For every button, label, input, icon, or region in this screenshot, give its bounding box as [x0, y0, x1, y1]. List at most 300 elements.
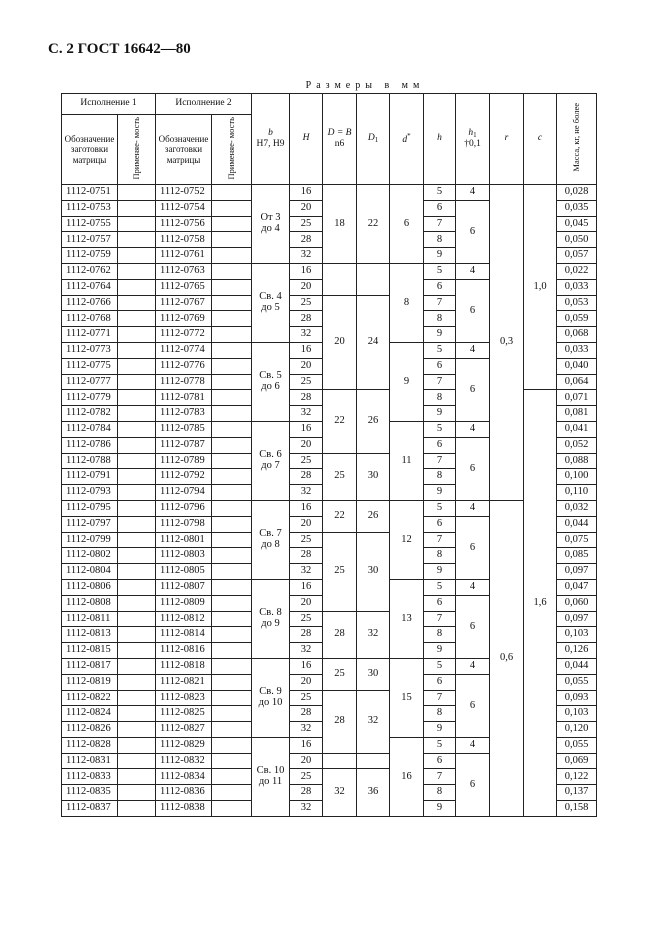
code-ispolnenie-2: 1112-0825 — [156, 706, 212, 722]
d-cell: 15 — [390, 658, 424, 737]
H-cell: 16 — [290, 421, 323, 437]
code-ispolnenie-2: 1112-0827 — [156, 722, 212, 738]
D1-cell — [357, 263, 390, 295]
header-ispolnenie-2: Исполнение 2 — [156, 94, 252, 115]
table-row — [62, 500, 597, 516]
code-ispolnenie-2: 1112-0763 — [156, 263, 212, 279]
primenyaemost-2-cell — [212, 295, 252, 311]
primenyaemost-2-cell — [212, 627, 252, 643]
h-cell: 6 — [424, 595, 456, 611]
h1-cell: 4 — [456, 421, 490, 437]
H-cell: 28 — [290, 548, 323, 564]
primenyaemost-1-cell — [118, 722, 156, 738]
code-ispolnenie-1: 1112-0811 — [62, 611, 118, 627]
b-range-from: Св. 10 — [256, 765, 285, 777]
code-ispolnenie-2: 1112-0756 — [156, 216, 212, 232]
primenyaemost-1-cell — [118, 785, 156, 801]
D1-cell: 36 — [357, 769, 390, 816]
primenyaemost-1-cell — [118, 374, 156, 390]
mass-cell: 0,097 — [557, 611, 597, 627]
mass-cell: 0,032 — [557, 500, 597, 516]
mass-cell: 0,047 — [557, 579, 597, 595]
mass-cell: 0,022 — [557, 263, 597, 279]
mass-cell: 0,100 — [557, 469, 597, 485]
code-ispolnenie-2: 1112-0812 — [156, 611, 212, 627]
code-ispolnenie-1: 1112-0768 — [62, 311, 118, 327]
mass-cell: 0,081 — [557, 406, 597, 422]
h-cell: 6 — [424, 516, 456, 532]
header-D: D = B n6 — [323, 94, 357, 185]
D-cell — [323, 263, 357, 295]
code-ispolnenie-1: 1112-0773 — [62, 342, 118, 358]
primenyaemost-2-cell — [212, 658, 252, 674]
code-ispolnenie-1: 1112-0779 — [62, 390, 118, 406]
H-cell: 20 — [290, 358, 323, 374]
mass-cell: 0,040 — [557, 358, 597, 374]
primenyaemost-1-cell — [118, 611, 156, 627]
primenyaemost-1-cell — [118, 706, 156, 722]
D-cell: 28 — [323, 690, 357, 753]
h-cell: 7 — [424, 690, 456, 706]
h-cell: 8 — [424, 548, 456, 564]
H-cell: 32 — [290, 564, 323, 580]
b-range-cell — [252, 342, 290, 421]
H-cell: 25 — [290, 611, 323, 627]
d-cell: 11 — [390, 421, 424, 500]
primenyaemost-1-cell — [118, 564, 156, 580]
primenyaemost-2-cell — [212, 548, 252, 564]
dimensions-table — [61, 93, 597, 817]
mass-cell: 0,064 — [557, 374, 597, 390]
h-cell: 9 — [424, 485, 456, 501]
primenyaemost-2-cell — [212, 706, 252, 722]
header-ispolnenie-1: Исполнение 1 — [62, 94, 156, 115]
h-cell: 8 — [424, 627, 456, 643]
b-range-to: до 11 — [258, 775, 283, 787]
D1-cell: 32 — [357, 611, 390, 658]
h-cell: 7 — [424, 453, 456, 469]
c-cell: 1,0 — [524, 185, 557, 390]
b-range-cell — [252, 421, 290, 500]
h-cell: 7 — [424, 374, 456, 390]
D-cell: 28 — [323, 611, 357, 658]
code-ispolnenie-2: 1112-0809 — [156, 595, 212, 611]
header-h: h — [424, 94, 456, 185]
code-ispolnenie-2: 1112-0781 — [156, 390, 212, 406]
mass-cell: 0,085 — [557, 548, 597, 564]
h-cell: 7 — [424, 295, 456, 311]
H-cell: 25 — [290, 453, 323, 469]
H-cell: 20 — [290, 674, 323, 690]
primenyaemost-1-cell — [118, 769, 156, 785]
mass-cell: 0,103 — [557, 706, 597, 722]
h1-cell: 6 — [456, 437, 490, 500]
H-cell: 16 — [290, 579, 323, 595]
code-ispolnenie-1: 1112-0755 — [62, 216, 118, 232]
code-ispolnenie-2: 1112-0787 — [156, 437, 212, 453]
code-ispolnenie-2: 1112-0834 — [156, 769, 212, 785]
D-cell: 25 — [323, 453, 357, 500]
primenyaemost-1-cell — [118, 327, 156, 343]
primenyaemost-1-cell — [118, 263, 156, 279]
primenyaemost-2-cell — [212, 358, 252, 374]
r-cell: 0,6 — [490, 500, 524, 816]
code-ispolnenie-2: 1112-0776 — [156, 358, 212, 374]
header-b: b H7, H9 — [252, 94, 290, 185]
header-mass: Масса, кг, не более — [557, 94, 597, 185]
h-cell: 9 — [424, 327, 456, 343]
H-cell: 20 — [290, 200, 323, 216]
primenyaemost-2-cell — [212, 279, 252, 295]
primenyaemost-1-cell — [118, 279, 156, 295]
h-cell: 5 — [424, 658, 456, 674]
code-ispolnenie-2: 1112-0765 — [156, 279, 212, 295]
h1-cell: 4 — [456, 500, 490, 516]
primenyaemost-2-cell — [212, 342, 252, 358]
code-ispolnenie-2: 1112-0807 — [156, 579, 212, 595]
primenyaemost-1-cell — [118, 185, 156, 201]
h-cell: 7 — [424, 532, 456, 548]
H-cell: 28 — [290, 311, 323, 327]
b-range-from: Св. 4 — [259, 291, 282, 303]
code-ispolnenie-2: 1112-0823 — [156, 690, 212, 706]
H-cell: 25 — [290, 295, 323, 311]
H-cell: 16 — [290, 263, 323, 279]
H-cell: 16 — [290, 342, 323, 358]
primenyaemost-2-cell — [212, 232, 252, 248]
H-cell: 20 — [290, 516, 323, 532]
code-ispolnenie-2: 1112-0794 — [156, 485, 212, 501]
h1-cell: 6 — [456, 516, 490, 579]
header-primenyaemost-2: Применяе- мость — [212, 115, 252, 185]
header-r: r — [490, 94, 524, 185]
code-ispolnenie-2: 1112-0829 — [156, 737, 212, 753]
code-ispolnenie-2: 1112-0754 — [156, 200, 212, 216]
code-ispolnenie-2: 1112-0814 — [156, 627, 212, 643]
mass-cell: 0,060 — [557, 595, 597, 611]
mass-cell: 0,103 — [557, 627, 597, 643]
D-cell: 18 — [323, 185, 357, 264]
h-cell: 9 — [424, 643, 456, 659]
header-H: H — [290, 94, 323, 185]
primenyaemost-2-cell — [212, 421, 252, 437]
h-cell: 5 — [424, 421, 456, 437]
code-ispolnenie-1: 1112-0828 — [62, 737, 118, 753]
primenyaemost-2-cell — [212, 327, 252, 343]
d-cell: 8 — [390, 263, 424, 342]
primenyaemost-2-cell — [212, 579, 252, 595]
primenyaemost-2-cell — [212, 643, 252, 659]
H-cell: 16 — [290, 658, 323, 674]
b-range-cell — [252, 658, 290, 737]
H-cell: 28 — [290, 627, 323, 643]
mass-cell: 0,075 — [557, 532, 597, 548]
H-cell: 32 — [290, 801, 323, 817]
header-oboznachenie-2: Обозначение заготовки матрицы — [156, 115, 212, 185]
h1-cell: 4 — [456, 342, 490, 358]
H-cell: 28 — [290, 706, 323, 722]
h-cell: 9 — [424, 564, 456, 580]
primenyaemost-2-cell — [212, 437, 252, 453]
H-cell: 25 — [290, 690, 323, 706]
primenyaemost-1-cell — [118, 801, 156, 817]
primenyaemost-2-cell — [212, 516, 252, 532]
code-ispolnenie-1: 1112-0777 — [62, 374, 118, 390]
code-ispolnenie-2: 1112-0796 — [156, 500, 212, 516]
primenyaemost-2-cell — [212, 611, 252, 627]
D-cell: 32 — [323, 769, 357, 816]
header-h1: $h_1$ †0,1 — [456, 94, 490, 185]
code-ispolnenie-2: 1112-0789 — [156, 453, 212, 469]
D-cell: 20 — [323, 295, 357, 390]
h-cell: 8 — [424, 232, 456, 248]
b-range-to: до 10 — [258, 696, 283, 708]
h1-cell: 6 — [456, 595, 490, 658]
primenyaemost-1-cell — [118, 579, 156, 595]
mass-cell: 0,045 — [557, 216, 597, 232]
H-cell: 28 — [290, 785, 323, 801]
primenyaemost-2-cell — [212, 263, 252, 279]
code-ispolnenie-1: 1112-0753 — [62, 200, 118, 216]
code-ispolnenie-1: 1112-0751 — [62, 185, 118, 201]
primenyaemost-2-cell — [212, 722, 252, 738]
primenyaemost-2-cell — [212, 390, 252, 406]
h1-cell: 4 — [456, 185, 490, 201]
units-caption: Размеры в мм — [305, 80, 425, 91]
H-cell: 16 — [290, 500, 323, 516]
code-ispolnenie-1: 1112-0759 — [62, 248, 118, 264]
code-ispolnenie-2: 1112-0832 — [156, 753, 212, 769]
code-ispolnenie-2: 1112-0774 — [156, 342, 212, 358]
h-cell: 9 — [424, 248, 456, 264]
mass-cell: 0,122 — [557, 769, 597, 785]
code-ispolnenie-2: 1112-0801 — [156, 532, 212, 548]
primenyaemost-2-cell — [212, 311, 252, 327]
primenyaemost-2-cell — [212, 532, 252, 548]
code-ispolnenie-1: 1112-0764 — [62, 279, 118, 295]
H-cell: 20 — [290, 437, 323, 453]
D1-cell: 22 — [357, 185, 390, 264]
primenyaemost-2-cell — [212, 564, 252, 580]
D-cell: 25 — [323, 658, 357, 690]
D1-cell — [357, 753, 390, 769]
mass-cell: 0,110 — [557, 485, 597, 501]
h-cell: 5 — [424, 737, 456, 753]
table-body — [62, 185, 597, 817]
header-d: d* — [390, 94, 424, 185]
D1-cell: 24 — [357, 295, 390, 390]
code-ispolnenie-2: 1112-0816 — [156, 643, 212, 659]
h1-cell: 4 — [456, 263, 490, 279]
primenyaemost-2-cell — [212, 674, 252, 690]
h-cell: 6 — [424, 437, 456, 453]
H-cell: 25 — [290, 769, 323, 785]
H-cell: 16 — [290, 185, 323, 201]
h-cell: 8 — [424, 469, 456, 485]
c-cell: 1,6 — [524, 390, 557, 817]
code-ispolnenie-1: 1112-0788 — [62, 453, 118, 469]
primenyaemost-2-cell — [212, 500, 252, 516]
code-ispolnenie-1: 1112-0791 — [62, 469, 118, 485]
code-ispolnenie-2: 1112-0805 — [156, 564, 212, 580]
b-range-to: до 4 — [261, 222, 280, 234]
code-ispolnenie-2: 1112-0783 — [156, 406, 212, 422]
code-ispolnenie-1: 1112-0837 — [62, 801, 118, 817]
code-ispolnenie-2: 1112-0769 — [156, 311, 212, 327]
code-ispolnenie-2: 1112-0758 — [156, 232, 212, 248]
b-range-to: до 6 — [261, 380, 280, 392]
b-range-to: до 9 — [261, 617, 280, 629]
D-cell: 25 — [323, 532, 357, 611]
primenyaemost-1-cell — [118, 232, 156, 248]
b-range-to: до 8 — [261, 538, 280, 550]
primenyaemost-1-cell — [118, 200, 156, 216]
H-cell: 28 — [290, 232, 323, 248]
h1-cell: 6 — [456, 753, 490, 816]
mass-cell: 0,041 — [557, 421, 597, 437]
primenyaemost-1-cell — [118, 469, 156, 485]
H-cell: 32 — [290, 485, 323, 501]
H-cell: 28 — [290, 390, 323, 406]
h1-cell: 4 — [456, 579, 490, 595]
code-ispolnenie-1: 1112-0786 — [62, 437, 118, 453]
b-range-to: до 5 — [261, 301, 280, 313]
mass-cell: 0,059 — [557, 311, 597, 327]
primenyaemost-1-cell — [118, 690, 156, 706]
header-c: c — [524, 94, 557, 185]
primenyaemost-1-cell — [118, 658, 156, 674]
H-cell: 32 — [290, 327, 323, 343]
code-ispolnenie-1: 1112-0793 — [62, 485, 118, 501]
mass-cell: 0,050 — [557, 232, 597, 248]
b-range-from: Св. 6 — [259, 449, 282, 461]
header-oboznachenie-1: Обозначение заготовки матрицы — [62, 115, 118, 185]
primenyaemost-1-cell — [118, 421, 156, 437]
d-cell: 12 — [390, 500, 424, 579]
h1-cell: 4 — [456, 737, 490, 753]
mass-cell: 0,088 — [557, 453, 597, 469]
h-cell: 8 — [424, 311, 456, 327]
H-cell: 25 — [290, 216, 323, 232]
code-ispolnenie-1: 1112-0822 — [62, 690, 118, 706]
primenyaemost-2-cell — [212, 485, 252, 501]
mass-cell: 0,126 — [557, 643, 597, 659]
d-cell: 6 — [390, 185, 424, 264]
code-ispolnenie-2: 1112-0752 — [156, 185, 212, 201]
mass-cell: 0,120 — [557, 722, 597, 738]
primenyaemost-1-cell — [118, 627, 156, 643]
H-cell: 32 — [290, 406, 323, 422]
mass-cell: 0,028 — [557, 185, 597, 201]
D1-cell: 30 — [357, 453, 390, 500]
primenyaemost-2-cell — [212, 737, 252, 753]
H-cell: 32 — [290, 643, 323, 659]
mass-cell: 0,035 — [557, 200, 597, 216]
table-row — [62, 185, 597, 201]
b-range-from: Св. 8 — [259, 607, 282, 619]
b-range-cell — [252, 185, 290, 264]
primenyaemost-2-cell — [212, 216, 252, 232]
D1-cell: 26 — [357, 500, 390, 532]
code-ispolnenie-1: 1112-0831 — [62, 753, 118, 769]
primenyaemost-1-cell — [118, 737, 156, 753]
code-ispolnenie-2: 1112-0798 — [156, 516, 212, 532]
h1-cell: 6 — [456, 358, 490, 421]
h-cell: 8 — [424, 706, 456, 722]
mass-cell: 0,055 — [557, 674, 597, 690]
d-cell: 13 — [390, 579, 424, 658]
H-cell: 32 — [290, 722, 323, 738]
primenyaemost-1-cell — [118, 342, 156, 358]
primenyaemost-1-cell — [118, 753, 156, 769]
h1-cell: 6 — [456, 674, 490, 737]
r-cell: 0,3 — [490, 185, 524, 501]
h1-cell: 4 — [456, 658, 490, 674]
mass-cell: 0,068 — [557, 327, 597, 343]
primenyaemost-2-cell — [212, 595, 252, 611]
primenyaemost-2-cell — [212, 200, 252, 216]
code-ispolnenie-2: 1112-0818 — [156, 658, 212, 674]
primenyaemost-2-cell — [212, 453, 252, 469]
primenyaemost-2-cell — [212, 469, 252, 485]
primenyaemost-1-cell — [118, 358, 156, 374]
code-ispolnenie-1: 1112-0815 — [62, 643, 118, 659]
D1-cell: 30 — [357, 532, 390, 611]
primenyaemost-2-cell — [212, 769, 252, 785]
H-cell: 25 — [290, 532, 323, 548]
code-ispolnenie-1: 1112-0771 — [62, 327, 118, 343]
h-cell: 6 — [424, 279, 456, 295]
code-ispolnenie-1: 1112-0804 — [62, 564, 118, 580]
code-ispolnenie-2: 1112-0785 — [156, 421, 212, 437]
h1-cell: 6 — [456, 200, 490, 263]
primenyaemost-2-cell — [212, 185, 252, 201]
h-cell: 6 — [424, 200, 456, 216]
mass-cell: 0,137 — [557, 785, 597, 801]
b-range-from: Св. 9 — [259, 686, 282, 698]
b-range-cell — [252, 263, 290, 342]
mass-cell: 0,071 — [557, 390, 597, 406]
code-ispolnenie-1: 1112-0824 — [62, 706, 118, 722]
mass-cell: 0,052 — [557, 437, 597, 453]
D-cell — [323, 753, 357, 769]
b-range-cell — [252, 579, 290, 658]
code-ispolnenie-1: 1112-0817 — [62, 658, 118, 674]
code-ispolnenie-1: 1112-0784 — [62, 421, 118, 437]
h-cell: 6 — [424, 674, 456, 690]
code-ispolnenie-1: 1112-0813 — [62, 627, 118, 643]
code-ispolnenie-1: 1112-0826 — [62, 722, 118, 738]
d-cell: 9 — [390, 342, 424, 421]
code-ispolnenie-1: 1112-0766 — [62, 295, 118, 311]
h-cell: 5 — [424, 263, 456, 279]
H-cell: 16 — [290, 737, 323, 753]
primenyaemost-1-cell — [118, 516, 156, 532]
primenyaemost-1-cell — [118, 390, 156, 406]
mass-cell: 0,057 — [557, 248, 597, 264]
H-cell: 28 — [290, 469, 323, 485]
H-cell: 20 — [290, 595, 323, 611]
h-cell: 7 — [424, 216, 456, 232]
mass-cell: 0,069 — [557, 753, 597, 769]
code-ispolnenie-1: 1112-0757 — [62, 232, 118, 248]
b-range-cell — [252, 737, 290, 816]
b-range-from: Св. 5 — [259, 370, 282, 382]
header-D1: $D_1$ — [357, 94, 390, 185]
primenyaemost-2-cell — [212, 801, 252, 817]
code-ispolnenie-1: 1112-0797 — [62, 516, 118, 532]
h-cell: 9 — [424, 722, 456, 738]
